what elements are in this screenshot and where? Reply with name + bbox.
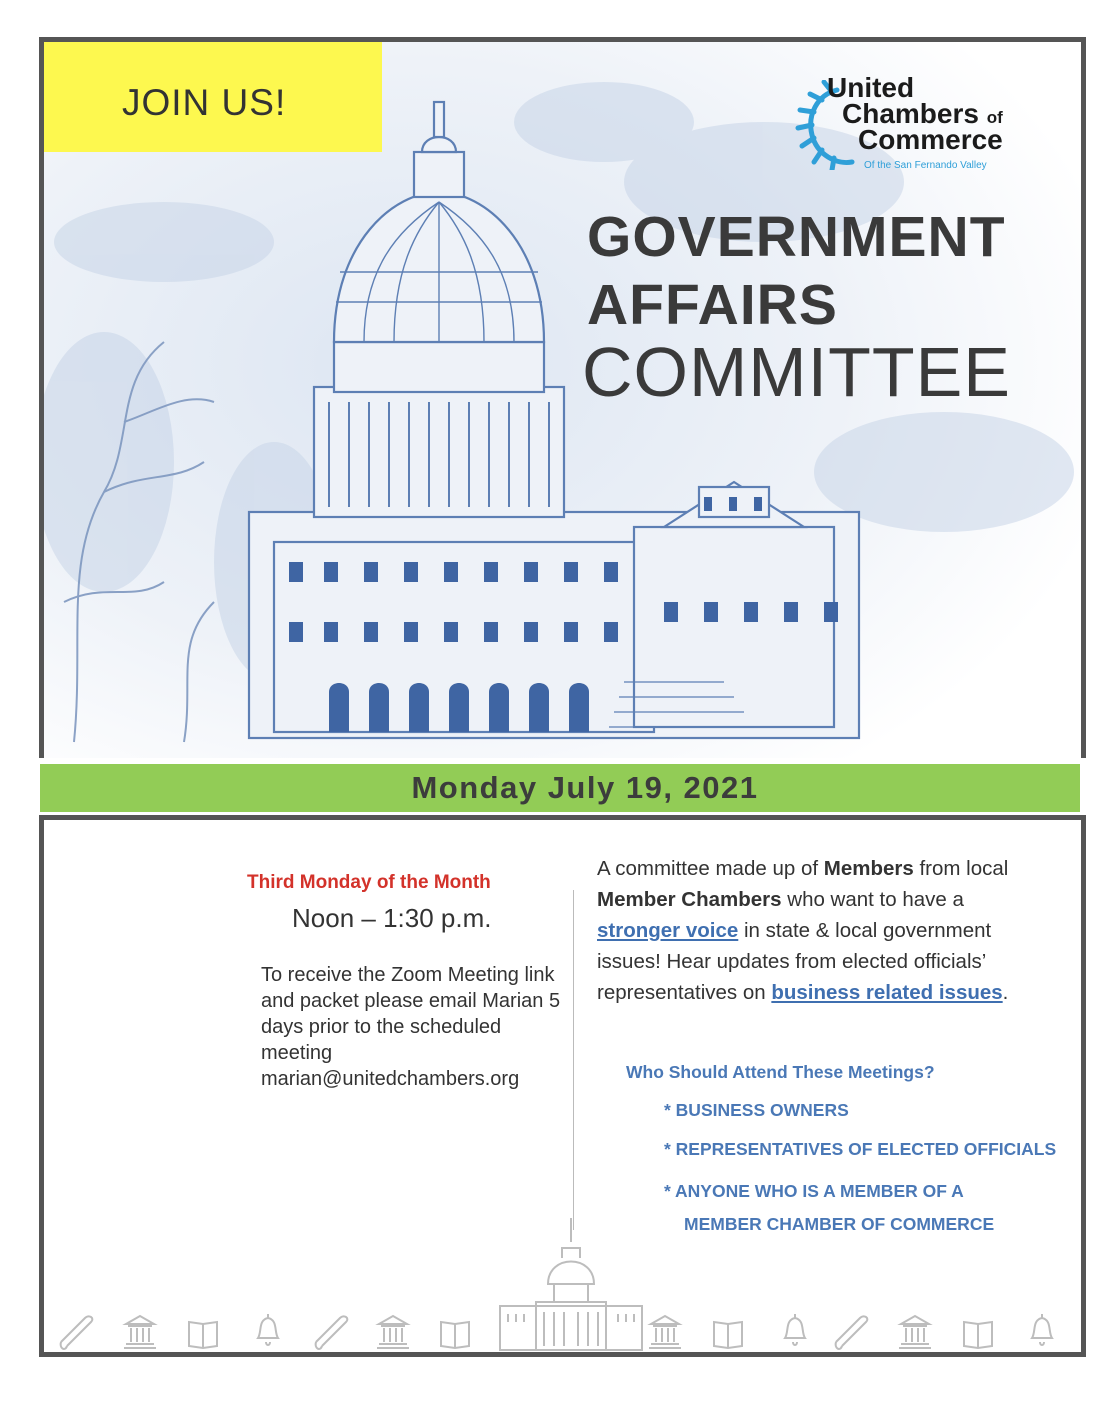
attend-item: MEMBER CHAMBER OF COMMERCE [684, 1214, 995, 1234]
scroll-icon [61, 1316, 93, 1349]
bell-icon [258, 1314, 278, 1345]
stronger-voice-link[interactable]: stronger voice [597, 919, 739, 942]
bank-icon [124, 1316, 156, 1348]
title-committee: COMMITTEE [582, 333, 1011, 411]
decorative-icon-row [44, 1218, 1081, 1352]
title-government: GOVERNMENT [587, 205, 1006, 269]
column-divider [573, 890, 574, 1230]
bank-icon [649, 1316, 681, 1348]
capitol-outline-icon [500, 1218, 642, 1350]
logo-text-united: United [827, 72, 915, 103]
hero-panel [39, 37, 1086, 758]
united-chambers-logo [792, 72, 1042, 182]
bank-icon [377, 1316, 409, 1348]
bell-icon [1032, 1314, 1052, 1345]
attend-item: * BUSINESS OWNERS [664, 1100, 849, 1120]
attend-question: Who Should Attend These Meetings? [626, 1062, 935, 1082]
scroll-icon [316, 1316, 348, 1349]
logo-text-chambers: Chambers of [842, 98, 1003, 129]
title-affairs: AFFAIRS [587, 273, 838, 337]
zoom-info-text: To receive the Zoom Meeting link and packet please email Marian 5 days prior to the scheduled meeting marian@unitedchambers.org [261, 964, 561, 1090]
book-icon [441, 1322, 469, 1348]
book-icon [964, 1322, 992, 1348]
book-icon [714, 1322, 742, 1348]
meeting-date: Monday July 19, 2021 [411, 770, 759, 805]
scroll-icon [836, 1316, 868, 1349]
logo-text-commerce: Commerce [858, 124, 1003, 155]
attend-item: * REPRESENTATIVES OF ELECTED OFFICIALS [664, 1139, 1057, 1159]
join-us-banner [44, 42, 382, 152]
join-us-label: JOIN US! [122, 82, 287, 123]
date-bar [40, 764, 1080, 812]
business-issues-link[interactable]: business related issues [771, 981, 1003, 1004]
schedule-label: Third Monday of the Month [247, 872, 491, 893]
bell-icon [785, 1314, 805, 1345]
committee-description: A committee made up of Members from local Member Chambers who want to have a stronger voice in state & local government issues! Hear updates from elected officials’ representatives on business related issues. [597, 857, 1009, 1004]
book-icon [189, 1322, 217, 1348]
details-panel [39, 815, 1086, 1357]
attend-item: * ANYONE WHO IS A MEMBER OF A [664, 1181, 964, 1201]
bank-icon [899, 1316, 931, 1348]
meeting-time: Noon – 1:30 p.m. [292, 903, 492, 933]
logo-subline: Of the San Fernando Valley [864, 160, 987, 171]
